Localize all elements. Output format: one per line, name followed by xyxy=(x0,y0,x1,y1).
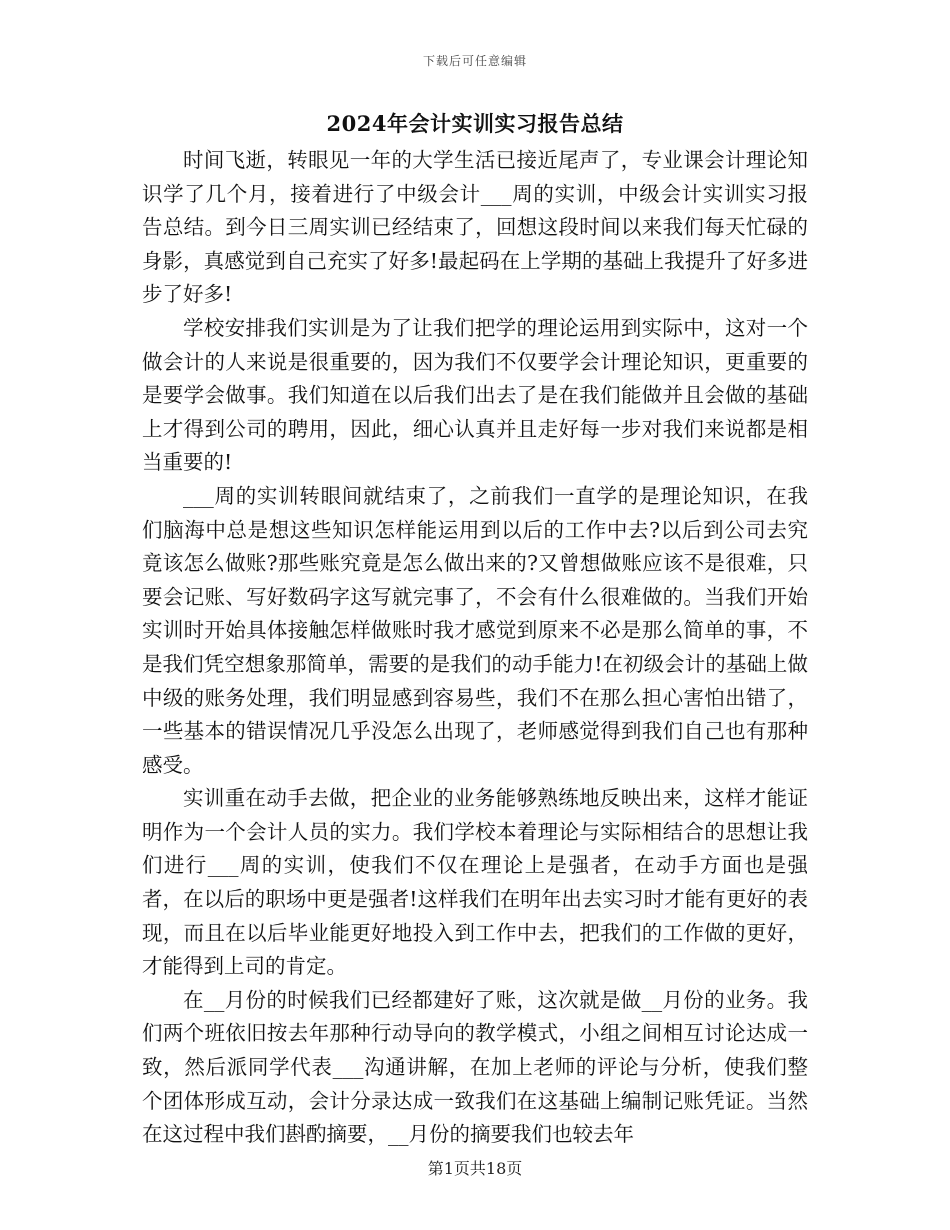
paragraph: ___周的实训转眼间就结束了，之前我们一直学的是理论知识，在我们脑海中总是想这些知识怎样能运用到以后的工作中去?以后到公司去究竟该怎么做账?那些账究竟是怎么做出来的?又曾想做账应该不是很难，只要会记账、写好数码字这写就完事了，不会有什么很难做的。当我们开始实训时开始具体接触怎样做账时我才感觉到原来不必是那么简单的事，不是我们凭空想象那简单，需要的是我们的动手能力!在初级会计的基础上做中级的账务处理，我们明显感到容易些，我们不在那么担心害怕出错了，一些基本的错误情况几乎没怎么出现了，老师感觉得到我们自己也有那种感受。 xyxy=(142,483,808,777)
paragraph: 时间飞逝，转眼见一年的大学生活已接近尾声了，专业课会计理论知识学了几个月，接着进行了中级会计___周的实训，中级会计实训实习报告总结。到今日三周实训已经结束了，回想这段时间以来我们每天忙碌的身影，真感觉到自己充实了好多!最起码在上学期的基础上我提升了好多进步了好多! xyxy=(142,148,808,307)
paragraph: 在__月份的时候我们已经都建好了账，这次就是做__月份的业务。我们两个班依旧按去年那种行动导向的教学模式，小组之间相互讨论达成一致，然后派同学代表___沟通讲解，在加上老师的评论与分析，使我们整个团体形成互动，会计分录达成一致我们在这基础上编制记账凭证。当然在这过程中我们斟酌摘要，__月份的摘要我们也较去年 xyxy=(142,987,808,1147)
document-body xyxy=(142,144,808,1152)
paragraph: 学校安排我们实训是为了让我们把学的理论运用到实际中，这对一个做会计的人来说是很重要的，因为我们不仅要学会计理论知识，更重要的是要学会做事。我们知道在以后我们出去了是在我们能做并且会做的基础上才得到公司的聘用，因此，细心认真并且走好每一步对我们来说都是相当重要的! xyxy=(142,315,808,475)
page-number-footer: 第1页共18页 xyxy=(427,1159,523,1178)
document-title: 2024年会计实训实习报告总结 xyxy=(326,111,624,136)
paragraph: 实训重在动手去做，把企业的业务能够熟练地反映出来，这样才能证明作为一个会计人员的实力。我们学校本着理论与实际相结合的思想让我们进行___周的实训，使我们不仅在理论上是强者，在动手方面也是强者，在以后的职场中更是强者!这样我们在明年出去实习时才能有更好的表现，而且在以后毕业能更好地投入到工作中去，把我们的工作做的更好，才能得到上司的肯定。 xyxy=(142,786,808,979)
header-note: 下载后可任意编辑 xyxy=(422,54,527,68)
